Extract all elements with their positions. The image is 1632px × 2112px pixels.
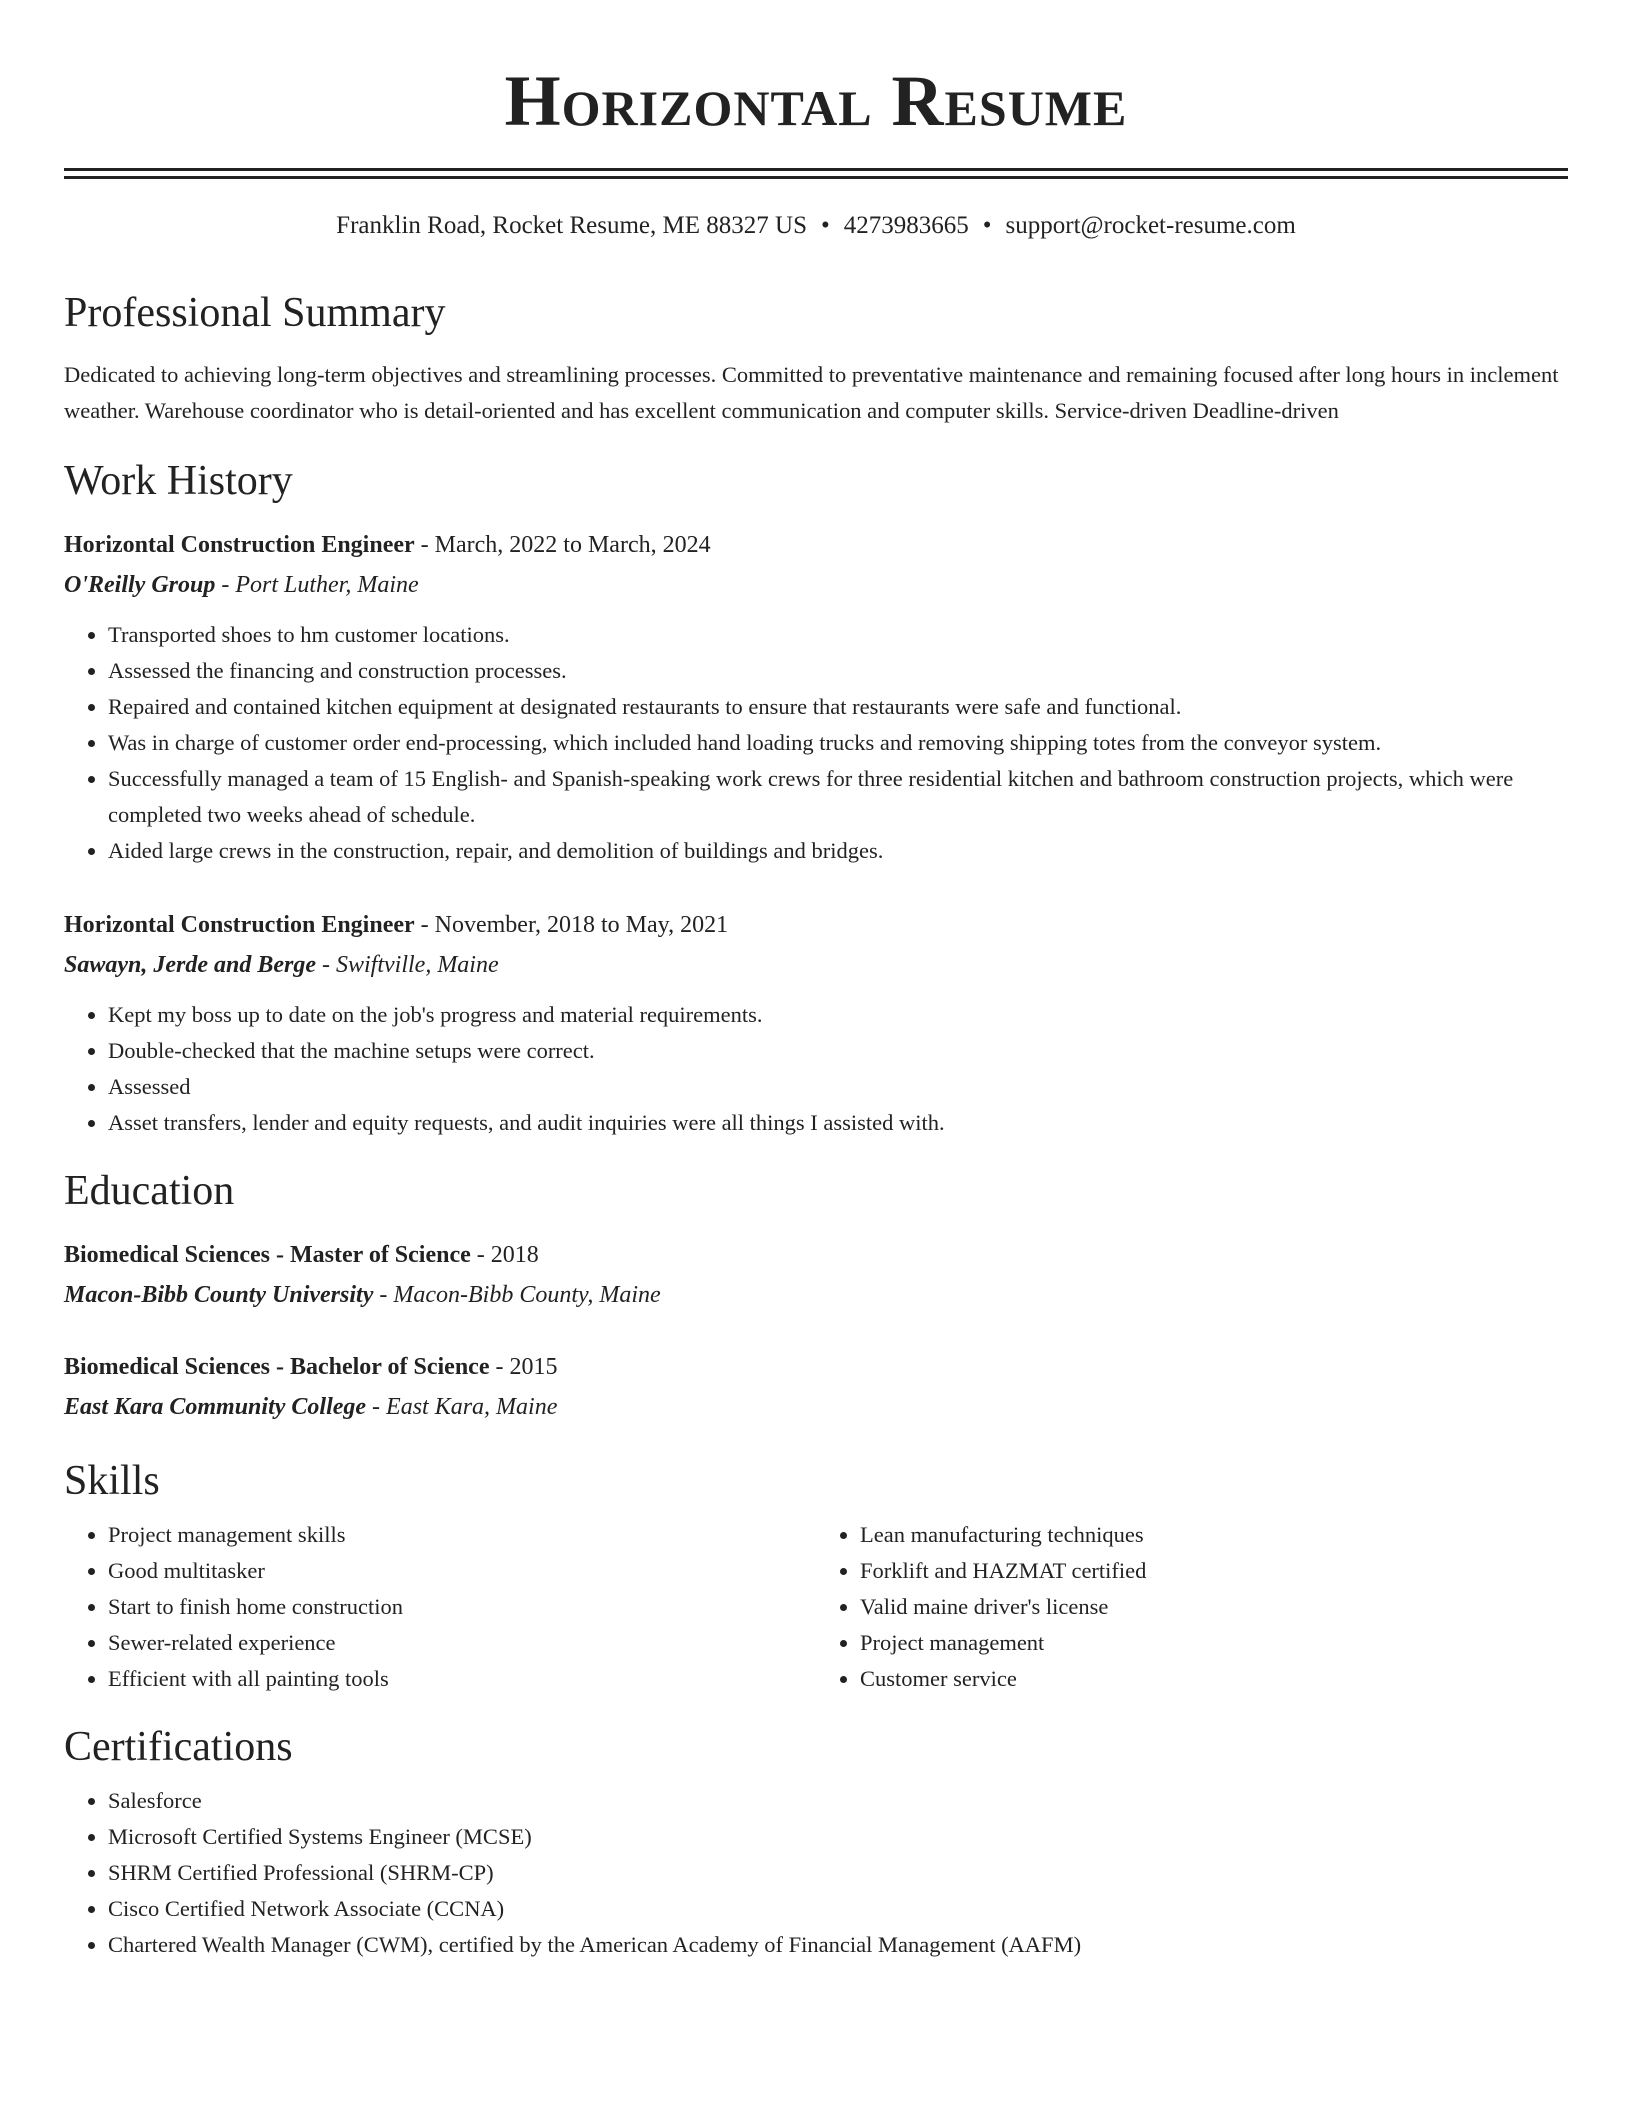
contact-line — [64, 209, 1568, 243]
candidate-name: Horizontal Resume — [504, 61, 1128, 141]
certification-item: • SHRM Certified Professional (SHRM-CP) — [108, 1855, 1568, 1891]
job-role: Horizontal Construction Engineer — [64, 532, 415, 558]
certification-item: • Salesforce — [108, 1783, 1568, 1819]
contact-email: support@rocket-resume.com — [1005, 212, 1296, 239]
job-company: O'Reilly Group — [64, 572, 216, 598]
skill-item: • Project management — [860, 1625, 1568, 1661]
job-bullet: • Was in charge of customer order end-processing, which included hand loading trucks and removing shipping totes from the conveyor system. — [108, 725, 1568, 761]
job-employer — [64, 565, 1568, 605]
education-section — [64, 1167, 1568, 1427]
summary-title: Professional Summary — [64, 290, 446, 336]
job-entry — [64, 905, 1568, 1141]
skill-item: • Efficient with all painting tools — [108, 1661, 816, 1697]
contact-address: Franklin Road, Rocket Resume, ME 88327 US — [336, 212, 807, 239]
job-bullet: • Assessed — [108, 1069, 1568, 1105]
skills-right-list — [816, 1517, 1568, 1697]
education-location: - Macon-Bibb County, Maine — [373, 1282, 661, 1308]
work-history-title: Work History — [64, 458, 293, 504]
work-history-section — [64, 457, 1568, 1141]
skill-item: • Project management skills — [108, 1517, 816, 1553]
education-title: Education — [64, 1168, 235, 1214]
job-role: Horizontal Construction Engineer — [64, 912, 415, 938]
contact-separator: • — [982, 212, 992, 239]
job-location: - Port Luther, Maine — [215, 572, 419, 598]
education-header — [64, 1235, 1568, 1275]
job-header — [64, 525, 1568, 565]
job-bullets — [64, 997, 1568, 1141]
summary-text: Dedicated to achieving long-term objectives and streamlining processes. Committed to preventative maintenance and remaining focused after long hours in inclement weather. Warehouse coordinator who is detail-oriented and has excellent communication and computer skills. Service-driven Deadline-driven — [64, 362, 1559, 423]
header-double-rule — [64, 168, 1568, 179]
contact-separator: • — [820, 212, 830, 239]
contact-phone: 4273983665 — [843, 212, 969, 239]
job-dates: - March, 2022 to March, 2024 — [414, 532, 711, 558]
certifications-section — [64, 1723, 1568, 1963]
job-bullet: • Successfully managed a team of 15 English- and Spanish-speaking work crews for three residential kitchen and bathroom construction projects, which were completed two weeks ahead of schedule. — [108, 761, 1568, 833]
education-year: - 2015 — [489, 1354, 558, 1380]
education-school: East Kara Community College — [64, 1394, 367, 1420]
education-location: - East Kara, Maine — [366, 1394, 558, 1420]
skill-item: • Sewer-related experience — [108, 1625, 816, 1661]
job-employer — [64, 945, 1568, 985]
skill-item: • Start to finish home construction — [108, 1589, 816, 1625]
education-institution — [64, 1275, 1568, 1315]
job-company: Sawayn, Jerde and Berge — [64, 952, 316, 978]
skill-item: • Valid maine driver's license — [860, 1589, 1568, 1625]
job-dates: - November, 2018 to May, 2021 — [414, 912, 729, 938]
job-bullet: • Repaired and contained kitchen equipment at designated restaurants to ensure that restaurants were safe and functional. — [108, 689, 1568, 725]
certifications-title: Certifications — [64, 1724, 293, 1770]
education-degree: Biomedical Sciences - Master of Science — [64, 1242, 471, 1268]
skills-columns — [64, 1517, 1568, 1697]
job-bullet: • Assessed the financing and construction processes. — [108, 653, 1568, 689]
job-header — [64, 905, 1568, 945]
education-school: Macon-Bibb County University — [64, 1282, 374, 1308]
skills-title: Skills — [64, 1458, 160, 1504]
job-bullet: • Kept my boss up to date on the job's progress and material requirements. — [108, 997, 1568, 1033]
education-institution — [64, 1387, 1568, 1427]
job-location: - Swiftville, Maine — [316, 952, 499, 978]
education-entry — [64, 1235, 1568, 1315]
certification-item: • Cisco Certified Network Associate (CCNA) — [108, 1891, 1568, 1927]
job-bullet: • Double-checked that the machine setups were correct. — [108, 1033, 1568, 1069]
skill-item: • Forklift and HAZMAT certified — [860, 1553, 1568, 1589]
certification-item: • Chartered Wealth Manager (CWM), certified by the American Academy of Financial Management (AAFM) — [108, 1927, 1568, 1963]
job-bullet: • Aided large crews in the construction, repair, and demolition of buildings and bridges. — [108, 833, 1568, 869]
education-header — [64, 1347, 1568, 1387]
summary-section — [64, 289, 1568, 429]
job-entry — [64, 525, 1568, 869]
skill-item: • Lean manufacturing techniques — [860, 1517, 1568, 1553]
certifications-list — [64, 1783, 1568, 1963]
job-bullets — [64, 617, 1568, 869]
job-bullet: • Transported shoes to hm customer locations. — [108, 617, 1568, 653]
education-degree: Biomedical Sciences - Bachelor of Science — [64, 1354, 490, 1380]
certification-item: • Microsoft Certified Systems Engineer (MCSE) — [108, 1819, 1568, 1855]
skill-item: • Customer service — [860, 1661, 1568, 1697]
job-bullet: • Asset transfers, lender and equity requests, and audit inquiries were all things I assisted with. — [108, 1105, 1568, 1141]
education-year: - 2018 — [470, 1242, 539, 1268]
education-entry — [64, 1347, 1568, 1427]
skills-section — [64, 1457, 1568, 1697]
skills-left-list — [64, 1517, 816, 1697]
skill-item: • Good multitasker — [108, 1553, 816, 1589]
